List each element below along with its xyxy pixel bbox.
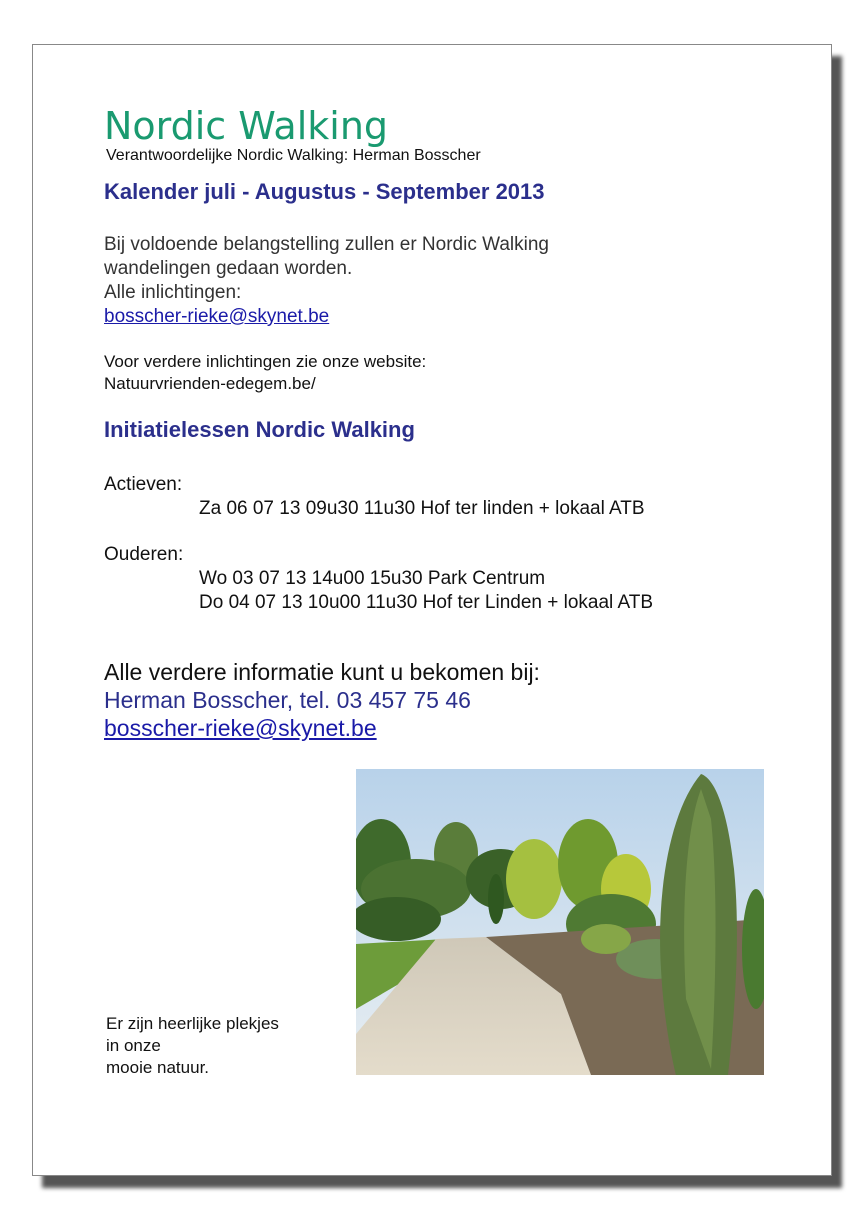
contact-email-link[interactable]: bosscher-rieke@skynet.be xyxy=(104,715,377,741)
document-page xyxy=(32,44,832,1176)
website-text: Voor verdere inlichtingen zie onze website: xyxy=(104,352,427,371)
session-row: Do 04 07 13 10u00 11u30 Hof ter Linden + lokaal ATB xyxy=(199,592,654,613)
page-subtitle: Verantwoordelijke Nordic Walking: Herman Bosscher xyxy=(106,147,481,164)
intro-line-1: Bij voldoende belangstelling zullen er Nordic Walking xyxy=(104,234,549,255)
contact-heading: Alle verdere informatie kunt u bekomen bij: xyxy=(104,659,540,685)
intro-line-3: Alle inlichtingen: xyxy=(104,282,242,303)
group-label-ouderen: Ouderen: xyxy=(104,544,184,565)
contact-name-phone: Herman Bosscher, tel. 03 457 75 46 xyxy=(104,687,471,713)
lessons-heading: Initiatielessen Nordic Walking xyxy=(104,417,415,442)
website-url: Natuurvrienden-edegem.be/ xyxy=(104,374,316,393)
group-label-actieven: Actieven: xyxy=(104,474,183,495)
intro-line-2: wandelingen gedaan worden. xyxy=(104,258,353,279)
caption-line-2: in onze xyxy=(106,1036,161,1055)
page-title: Nordic Walking xyxy=(104,104,389,148)
session-row: Za 06 07 13 09u30 11u30 Hof ter linden + lokaal ATB xyxy=(199,498,645,519)
caption-line-3: mooie natuur. xyxy=(106,1058,210,1077)
intro-email-link[interactable]: bosscher-rieke@skynet.be xyxy=(104,306,330,327)
garden-path-photo xyxy=(356,769,764,1075)
photo-caption xyxy=(106,1013,326,1079)
session-row: Wo 03 07 13 14u00 15u30 Park Centrum xyxy=(199,568,546,589)
calendar-heading: Kalender juli - Augustus - September 2013 xyxy=(104,179,545,204)
caption-line-1: Er zijn heerlijke plekjes xyxy=(106,1014,279,1033)
